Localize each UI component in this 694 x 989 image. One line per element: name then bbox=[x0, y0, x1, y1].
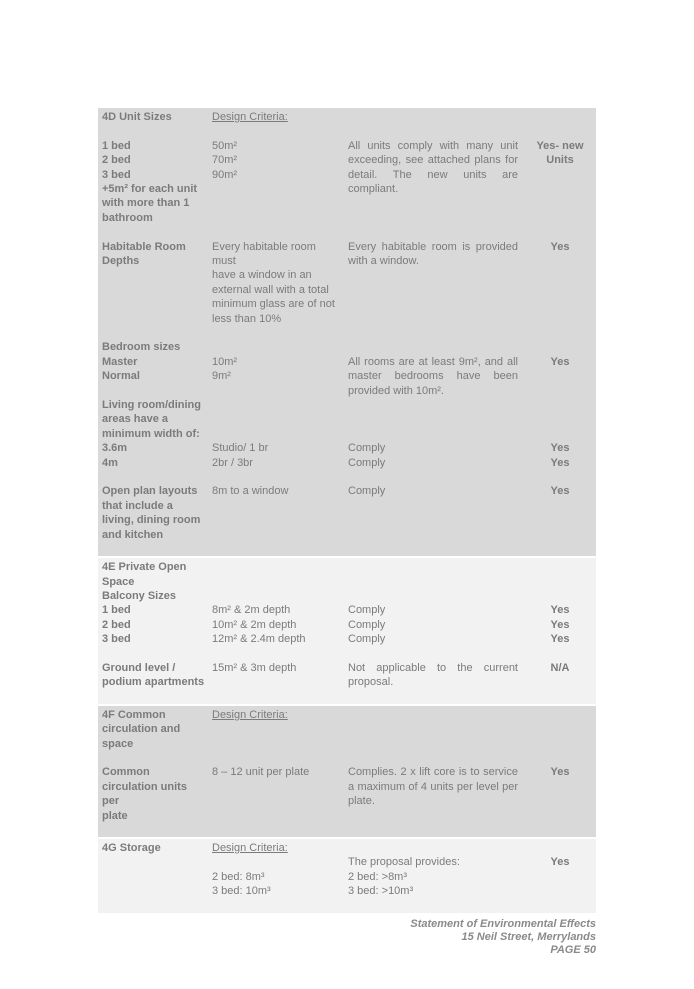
design-criteria-label: Design Criteria: bbox=[212, 111, 288, 123]
circulation-units-label: Common circulation units per plate bbox=[102, 766, 187, 822]
section-heading: 4G Storage bbox=[102, 841, 161, 854]
section-heading: 4E Private Open Space Balcony Sizes bbox=[102, 561, 187, 602]
section-heading: 4F Common circulation and space bbox=[102, 708, 181, 750]
living-room-label: Living room/dining areas have a minimum width of: 3.6m 4m bbox=[102, 399, 201, 469]
bedroom-sizes-values: 10m² 9m² bbox=[212, 355, 238, 383]
unit-size-comment: All units comply with many unit exceeding, see attached plans for detail. The new units are compliant. bbox=[348, 139, 518, 196]
bedroom-sizes-label: Bedroom sizes Master Normal bbox=[102, 341, 181, 383]
unit-size-labels: 1 bed 2 bed 3 bed +5m² for each unit with more than 1 bathroom bbox=[102, 139, 198, 224]
section-heading: 4D Unit Sizes bbox=[102, 111, 172, 123]
bedroom-sizes-status: Yes bbox=[550, 355, 570, 368]
footer-page-number: PAGE 50 bbox=[550, 944, 596, 956]
storage-criteria: Design Criteria: 2 bed: 8m³ 3 bed: 10m³ bbox=[212, 841, 288, 898]
ground-level-criteria: 15m² & 3m depth bbox=[212, 661, 297, 674]
footer-address: 15 Neil Street, Merrylands bbox=[461, 931, 596, 943]
storage-status: Yes bbox=[550, 856, 570, 869]
ground-level-comment: Not applicable to the current proposal. bbox=[348, 661, 518, 689]
living-room-comment: Comply Comply bbox=[348, 442, 386, 469]
living-room-status: Yes Yes bbox=[550, 442, 570, 469]
open-plan-status: Yes bbox=[550, 485, 570, 498]
habitable-room-comment: Every habitable room is provided with a window. bbox=[348, 240, 518, 268]
circulation-units-criteria: 8 – 12 unit per plate bbox=[212, 766, 310, 779]
unit-size-status: Yes- new Units bbox=[536, 139, 584, 167]
ground-level-status: N/A bbox=[550, 661, 570, 674]
design-criteria-label: Design Criteria: bbox=[212, 708, 288, 721]
balcony-comments: Comply Comply Comply bbox=[348, 604, 386, 646]
habitable-room-criteria: Every habitable room must have a window in an external wall with a total minimum glass are of not less than 10% bbox=[212, 240, 335, 325]
habitable-room-label: Habitable Room Depths bbox=[102, 240, 186, 268]
storage-comment: The proposal provides: 2 bed: >8m³ 3 bed: >10m³ bbox=[348, 856, 460, 898]
page-footer bbox=[410, 918, 596, 957]
habitable-room-status: Yes bbox=[550, 240, 570, 253]
balcony-status: Yes Yes Yes bbox=[550, 604, 570, 646]
section-4f-common-circulation bbox=[98, 706, 596, 839]
balcony-criteria: 8m² & 2m depth 10m² & 2m depth 12m² & 2.4m depth bbox=[212, 604, 306, 646]
open-plan-criteria: 8m to a window bbox=[212, 485, 289, 498]
section-4e-private-open-space bbox=[98, 558, 596, 706]
open-plan-comment: Comply bbox=[348, 485, 386, 498]
circulation-units-status: Yes bbox=[550, 766, 570, 779]
footer-document-title: Statement of Environmental Effects bbox=[410, 918, 596, 930]
balcony-bed-labels: 1 bed 2 bed 3 bed bbox=[102, 604, 131, 646]
ground-level-label: Ground level / podium apartments bbox=[102, 661, 205, 689]
compliance-table bbox=[98, 108, 596, 915]
bedroom-sizes-comment: All rooms are at least 9m², and all master bedrooms have been provided with 10m². bbox=[348, 355, 518, 397]
circulation-units-comment: Complies. 2 x lift core is to service a maximum of 4 units per level per plate. bbox=[348, 766, 518, 808]
open-plan-label: Open plan layouts that include a living, dining room and kitchen bbox=[102, 485, 201, 541]
section-4g-storage bbox=[98, 839, 596, 915]
unit-size-values: 50m² 70m² 90m² bbox=[212, 139, 238, 181]
section-4d-unit-sizes bbox=[98, 108, 596, 558]
living-room-criteria: Studio/ 1 br 2br / 3br bbox=[212, 442, 269, 469]
